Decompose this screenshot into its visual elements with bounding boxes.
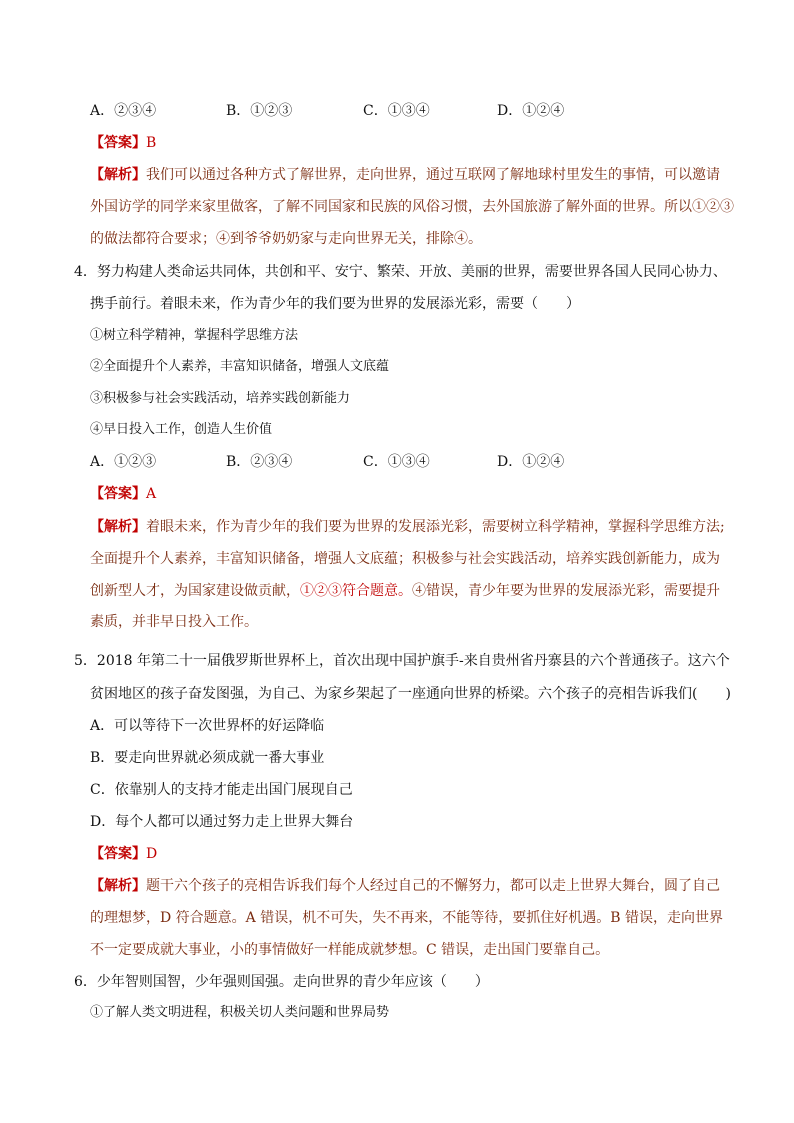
q5-analysis-line-1: 【解析】题干六个孩子的亮相告诉我们每个人经过自己的不懈努力，都可以走上世界大舞台，圆了自己 <box>90 878 720 894</box>
q3-option-d: D．①②④ <box>497 103 565 119</box>
answer-tag: 【答案】 <box>90 486 146 502</box>
q4-option-a: A．①②③ <box>90 454 157 470</box>
q3-option-b: B．①②③ <box>226 103 293 119</box>
q4-analysis-line-4: 素质，并非早日投入工作。 <box>90 614 258 630</box>
q4-item-2: ②全面提升个人素养，丰富知识储备，增强人文底蕴 <box>90 359 390 374</box>
answer-tag: 【答案】 <box>90 846 146 862</box>
q3-analysis-line-2: 外国访学的同学来家里做客，了解不同国家和民族的风俗习惯，去外国旅游了解外面的世界。所以①②③ <box>90 199 734 215</box>
q5-option-d: D．每个人都可以通过努力走上世界大舞台 <box>90 814 354 830</box>
answer-value: B <box>146 135 157 151</box>
q5-analysis-line-3: 不一定要成就大事业，小的事情做好一样能成就梦想。C 错误，走出国门要靠自己。 <box>90 942 610 958</box>
q4-option-c: C．①③④ <box>363 454 430 470</box>
q3-answer-row <box>90 133 156 153</box>
q3-option-c: C．①③④ <box>363 103 430 119</box>
q5-option-c: C．依靠别人的支持才能走出国门展现自己 <box>90 782 353 798</box>
q5-option-a: A．可以等待下一次世界杯的好运降临 <box>90 718 325 734</box>
q5-stem-line-1: 5．2018 年第二十一届俄罗斯世界杯上，首次出现中国护旗手-来自贵州省丹寨县的六个普通孩子。这六个 <box>74 653 730 669</box>
q5-option-b: B．要走向世界就必须成就一番大事业 <box>90 750 325 766</box>
q4-item-3: ③积极参与社会实践活动，培养实践创新能力 <box>90 391 351 406</box>
q5-analysis-line-2: 的理想梦，D 符合题意。A 错误，机不可失，失不再来，不能等待，要抓住好机遇。B 错误，走向世界 <box>90 910 723 926</box>
answer-value: D <box>146 846 158 862</box>
q5-answer-row <box>90 844 157 864</box>
q3-analysis-line-1: 【解析】我们可以通过各种方式了解世界，走向世界，通过互联网了解地球村里发生的事情，可以邀请 <box>90 167 720 183</box>
q4-item-1: ①树立科学精神，掌握科学思维方法 <box>90 328 299 343</box>
q4-option-b: B．②③④ <box>226 454 293 470</box>
analysis-tag: 【解析】 <box>90 167 146 183</box>
answer-value: A <box>146 486 157 502</box>
q3-analysis-line-3: 的做法都符合要求；④到爷爷奶奶家与走向世界无关，排除④。 <box>90 231 482 247</box>
analysis-tag: 【解析】 <box>90 878 146 894</box>
q4-analysis-line-2: 全面提升个人素养，丰富知识储备，增强人文底蕴；积极参与社会实践活动，培养实践创新能力，成为 <box>90 551 720 567</box>
answer-tag: 【答案】 <box>90 135 146 151</box>
q4-answer-row <box>90 484 156 504</box>
q6-item-1: ①了解人类文明进程，积极关切人类问题和世界局势 <box>90 1005 390 1020</box>
q4-stem-line-1: 4．努力构建人类命运共同体，共创和平、安宁、繁荣、开放、美丽的世界，需要世界各国人民同心协力、 <box>74 264 727 280</box>
q4-option-d: D．①②④ <box>497 454 565 470</box>
analysis-tag: 【解析】 <box>90 519 146 535</box>
q4-item-4: ④早日投入工作，创造人生价值 <box>90 422 273 437</box>
q4-stem-line-2: 携手前行。着眼未来，作为青少年的我们要为世界的发展添光彩，需要（ ） <box>90 296 580 312</box>
q5-stem-line-2: 贫困地区的孩子奋发图强，为自己、为家乡架起了一座通向世界的桥梁。六个孩子的亮相告诉我们( ) <box>90 686 731 702</box>
q3-option-a: A．②③④ <box>90 103 157 119</box>
q4-analysis-line-1: 【解析】着眼未来，作为青少年的我们要为世界的发展添光彩，需要树立科学精神，掌握科学思维方法; <box>90 519 725 535</box>
q4-analysis-line-3: 创新型人才，为国家建设做贡献，①②③符合题意。④错误，青少年要为世界的发展添光彩，需要提升 <box>90 583 720 599</box>
q6-stem-line-1: 6．少年智则国智，少年强则国强。走向世界的青少年应该（ ） <box>74 974 489 990</box>
